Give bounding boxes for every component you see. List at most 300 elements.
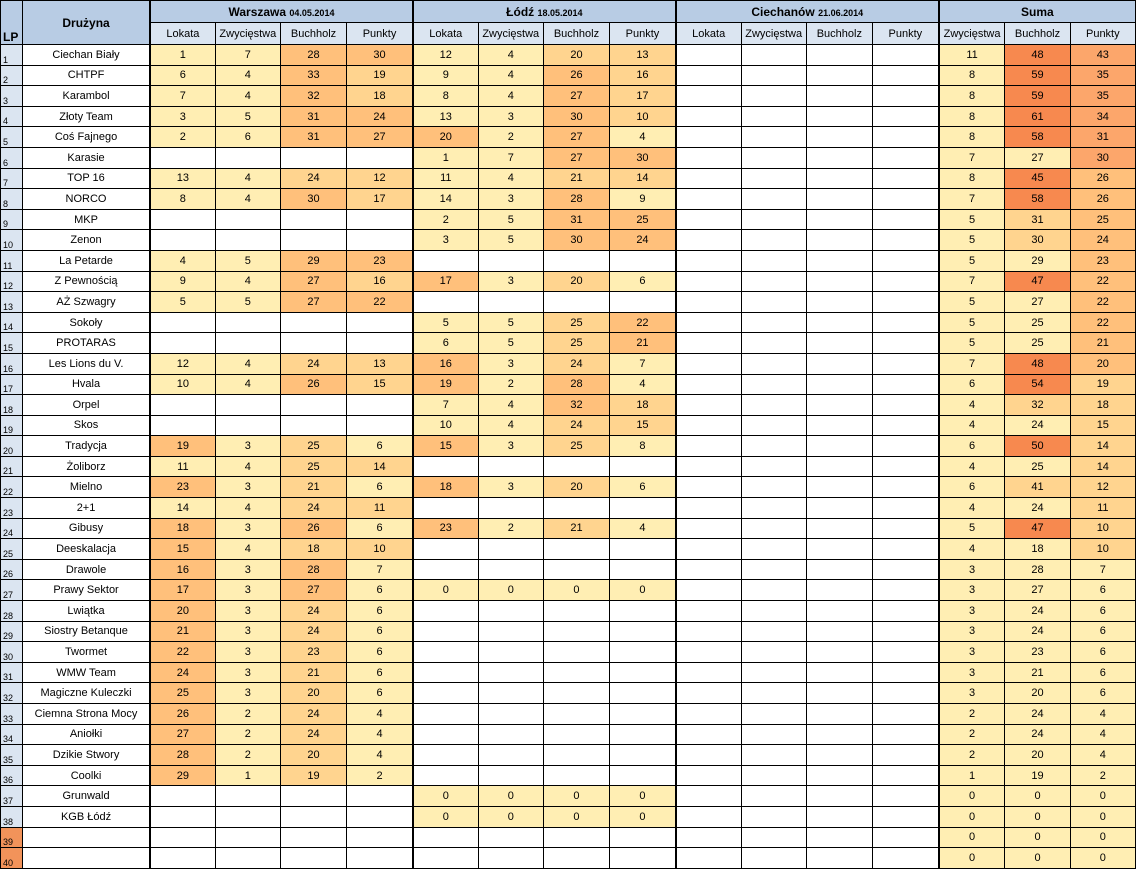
sum-zwyciestwa-cell: 0 xyxy=(939,786,1005,807)
ciechanow-zwyciestwa-cell xyxy=(741,765,806,786)
ciechanow-punkty-cell xyxy=(872,662,938,683)
team-name: PROTARAS xyxy=(23,333,150,354)
team-name: Tradycja xyxy=(23,436,150,457)
ciechanow-punkty-cell xyxy=(872,559,938,580)
sum-zwyciestwa-cell: 4 xyxy=(939,456,1005,477)
lodz-zwyciestwa-cell: 3 xyxy=(478,106,543,127)
lodz-lokata-cell: 19 xyxy=(413,374,478,395)
lodz-lokata-cell: 9 xyxy=(413,65,478,86)
lodz-zwyciestwa-cell: 3 xyxy=(478,271,543,292)
row-number: 8 xyxy=(1,189,23,210)
event-header-ciechanow xyxy=(676,1,939,23)
lodz-zwyciestwa-cell xyxy=(478,559,543,580)
lodz-lokata-cell xyxy=(413,601,478,622)
ciechanow-zwyciestwa-cell xyxy=(741,848,806,869)
lodz-lokata-cell: 0 xyxy=(413,580,478,601)
warszawa-lokata-cell xyxy=(150,147,215,168)
lodz-buchholz-cell xyxy=(543,456,609,477)
ciechanow-lokata-cell xyxy=(676,745,741,766)
sum-zwyciestwa-cell: 3 xyxy=(939,580,1005,601)
lodz-lokata-cell xyxy=(413,704,478,725)
table-row xyxy=(1,848,1136,869)
col-header: Lokata xyxy=(676,23,741,45)
ciechanow-zwyciestwa-cell xyxy=(741,374,806,395)
team-name: Coś Fajnego xyxy=(23,127,150,148)
warszawa-buchholz-cell: 27 xyxy=(280,580,346,601)
sum-zwyciestwa-cell: 4 xyxy=(939,395,1005,416)
ciechanow-buchholz-cell xyxy=(806,498,872,519)
warszawa-lokata-cell: 14 xyxy=(150,498,215,519)
sum-zwyciestwa-cell: 11 xyxy=(939,45,1005,66)
lodz-lokata-cell: 0 xyxy=(413,786,478,807)
warszawa-zwyciestwa-cell: 7 xyxy=(215,45,280,66)
sum-buchholz-cell: 31 xyxy=(1005,209,1070,230)
lodz-lokata-cell: 10 xyxy=(413,415,478,436)
ciechanow-lokata-cell xyxy=(676,580,741,601)
sum-buchholz-cell: 25 xyxy=(1005,312,1070,333)
ciechanow-zwyciestwa-cell xyxy=(741,168,806,189)
ciechanow-punkty-cell xyxy=(872,374,938,395)
lodz-zwyciestwa-cell: 0 xyxy=(478,580,543,601)
team-name: Złoty Team xyxy=(23,106,150,127)
lodz-lokata-cell: 11 xyxy=(413,168,478,189)
warszawa-zwyciestwa-cell: 4 xyxy=(215,374,280,395)
sum-zwyciestwa-cell: 5 xyxy=(939,209,1005,230)
warszawa-zwyciestwa-cell xyxy=(215,786,280,807)
lodz-punkty-cell xyxy=(610,456,676,477)
table-row xyxy=(1,786,1136,807)
ciechanow-punkty-cell xyxy=(872,621,938,642)
lodz-lokata-cell xyxy=(413,456,478,477)
warszawa-buchholz-cell: 24 xyxy=(280,621,346,642)
ciechanow-punkty-cell xyxy=(872,65,938,86)
col-header: Lokata xyxy=(150,23,215,45)
sum-buchholz-cell: 27 xyxy=(1005,147,1070,168)
sum-punkty-cell: 7 xyxy=(1070,559,1135,580)
warszawa-lokata-cell xyxy=(150,312,215,333)
warszawa-buchholz-cell xyxy=(280,333,346,354)
row-number: 36 xyxy=(1,765,23,786)
table-row xyxy=(1,456,1136,477)
lodz-zwyciestwa-cell: 5 xyxy=(478,230,543,251)
lodz-lokata-cell xyxy=(413,559,478,580)
ciechanow-lokata-cell xyxy=(676,621,741,642)
lodz-punkty-cell: 30 xyxy=(610,147,676,168)
sum-zwyciestwa-cell: 7 xyxy=(939,271,1005,292)
lodz-buchholz-cell: 32 xyxy=(543,395,609,416)
warszawa-lokata-cell xyxy=(150,415,215,436)
row-number: 30 xyxy=(1,642,23,663)
team-name: WMW Team xyxy=(23,662,150,683)
sum-buchholz-cell: 24 xyxy=(1005,621,1070,642)
ciechanow-lokata-cell xyxy=(676,848,741,869)
ciechanow-buchholz-cell xyxy=(806,601,872,622)
sum-punkty-cell: 6 xyxy=(1070,662,1135,683)
lodz-punkty-cell: 0 xyxy=(610,806,676,827)
warszawa-buchholz-cell: 20 xyxy=(280,745,346,766)
row-number: 15 xyxy=(1,333,23,354)
row-number: 1 xyxy=(1,45,23,66)
ciechanow-punkty-cell xyxy=(872,518,938,539)
warszawa-punkty-cell: 4 xyxy=(347,704,413,725)
warszawa-zwyciestwa-cell: 3 xyxy=(215,518,280,539)
sum-buchholz-cell: 48 xyxy=(1005,353,1070,374)
lodz-punkty-cell: 24 xyxy=(610,230,676,251)
warszawa-buchholz-cell xyxy=(280,209,346,230)
ciechanow-zwyciestwa-cell xyxy=(741,498,806,519)
team-name: AŻ Szwagry xyxy=(23,292,150,313)
sum-punkty-cell: 26 xyxy=(1070,168,1135,189)
warszawa-lokata-cell: 5 xyxy=(150,292,215,313)
lodz-buchholz-cell xyxy=(543,498,609,519)
sum-punkty-cell: 43 xyxy=(1070,45,1135,66)
team-name: Z Pewnością xyxy=(23,271,150,292)
ciechanow-punkty-cell xyxy=(872,539,938,560)
warszawa-buchholz-cell: 19 xyxy=(280,765,346,786)
sum-punkty-cell: 22 xyxy=(1070,312,1135,333)
lodz-punkty-cell xyxy=(610,642,676,663)
warszawa-punkty-cell: 23 xyxy=(347,250,413,271)
table-row xyxy=(1,209,1136,230)
sum-zwyciestwa-cell: 3 xyxy=(939,683,1005,704)
warszawa-lokata-cell: 22 xyxy=(150,642,215,663)
table-row xyxy=(1,539,1136,560)
warszawa-zwyciestwa-cell xyxy=(215,333,280,354)
lodz-buchholz-cell xyxy=(543,621,609,642)
ciechanow-lokata-cell xyxy=(676,374,741,395)
lodz-zwyciestwa-cell xyxy=(478,292,543,313)
ciechanow-lokata-cell xyxy=(676,250,741,271)
col-header: Lokata xyxy=(413,23,478,45)
lodz-zwyciestwa-cell: 5 xyxy=(478,209,543,230)
warszawa-zwyciestwa-cell: 4 xyxy=(215,498,280,519)
sum-zwyciestwa-cell: 7 xyxy=(939,353,1005,374)
warszawa-lokata-cell xyxy=(150,848,215,869)
warszawa-buchholz-cell: 21 xyxy=(280,477,346,498)
lodz-buchholz-cell xyxy=(543,559,609,580)
ciechanow-buchholz-cell xyxy=(806,559,872,580)
lodz-punkty-cell xyxy=(610,559,676,580)
ciechanow-zwyciestwa-cell xyxy=(741,333,806,354)
sum-buchholz-cell: 18 xyxy=(1005,539,1070,560)
warszawa-buchholz-cell xyxy=(280,312,346,333)
sum-punkty-cell: 4 xyxy=(1070,745,1135,766)
row-number: 34 xyxy=(1,724,23,745)
lodz-zwyciestwa-cell xyxy=(478,539,543,560)
ciechanow-zwyciestwa-cell xyxy=(741,189,806,210)
lodz-lokata-cell xyxy=(413,827,478,848)
warszawa-punkty-cell: 24 xyxy=(347,106,413,127)
ciechanow-punkty-cell xyxy=(872,395,938,416)
lodz-lokata-cell xyxy=(413,848,478,869)
ciechanow-buchholz-cell xyxy=(806,436,872,457)
sum-buchholz-cell: 23 xyxy=(1005,642,1070,663)
warszawa-punkty-cell: 7 xyxy=(347,559,413,580)
sum-punkty-cell: 30 xyxy=(1070,147,1135,168)
sum-zwyciestwa-cell: 0 xyxy=(939,827,1005,848)
warszawa-punkty-cell: 30 xyxy=(347,45,413,66)
lodz-buchholz-cell xyxy=(543,683,609,704)
sum-buchholz-cell: 0 xyxy=(1005,806,1070,827)
warszawa-zwyciestwa-cell xyxy=(215,415,280,436)
warszawa-punkty-cell: 19 xyxy=(347,65,413,86)
col-header: Punkty xyxy=(1070,23,1135,45)
ciechanow-buchholz-cell xyxy=(806,415,872,436)
ciechanow-zwyciestwa-cell xyxy=(741,745,806,766)
lodz-punkty-cell: 16 xyxy=(610,65,676,86)
warszawa-punkty-cell xyxy=(347,848,413,869)
lodz-buchholz-cell xyxy=(543,642,609,663)
sum-punkty-cell: 10 xyxy=(1070,518,1135,539)
lodz-zwyciestwa-cell: 4 xyxy=(478,65,543,86)
warszawa-zwyciestwa-cell: 2 xyxy=(215,745,280,766)
row-number: 25 xyxy=(1,539,23,560)
lodz-punkty-cell xyxy=(610,601,676,622)
ciechanow-zwyciestwa-cell xyxy=(741,147,806,168)
warszawa-zwyciestwa-cell xyxy=(215,209,280,230)
warszawa-lokata-cell xyxy=(150,209,215,230)
ciechanow-lokata-cell xyxy=(676,147,741,168)
lodz-buchholz-cell: 21 xyxy=(543,168,609,189)
table-row xyxy=(1,250,1136,271)
warszawa-lokata-cell: 21 xyxy=(150,621,215,642)
warszawa-buchholz-cell xyxy=(280,786,346,807)
warszawa-lokata-cell: 17 xyxy=(150,580,215,601)
lodz-buchholz-cell: 27 xyxy=(543,147,609,168)
warszawa-zwyciestwa-cell: 3 xyxy=(215,621,280,642)
row-number: 9 xyxy=(1,209,23,230)
team-name: Coolki xyxy=(23,765,150,786)
warszawa-zwyciestwa-cell: 4 xyxy=(215,189,280,210)
lodz-lokata-cell xyxy=(413,683,478,704)
lodz-lokata-cell: 7 xyxy=(413,395,478,416)
team-name: CHTPF xyxy=(23,65,150,86)
warszawa-lokata-cell xyxy=(150,786,215,807)
warszawa-zwyciestwa-cell: 5 xyxy=(215,106,280,127)
ciechanow-zwyciestwa-cell xyxy=(741,518,806,539)
ciechanow-zwyciestwa-cell xyxy=(741,65,806,86)
col-header: Punkty xyxy=(347,23,413,45)
ciechanow-punkty-cell xyxy=(872,127,938,148)
lodz-punkty-cell: 14 xyxy=(610,168,676,189)
ciechanow-lokata-cell xyxy=(676,271,741,292)
row-number: 26 xyxy=(1,559,23,580)
lodz-punkty-cell: 4 xyxy=(610,518,676,539)
warszawa-zwyciestwa-cell: 4 xyxy=(215,353,280,374)
sum-buchholz-cell: 59 xyxy=(1005,86,1070,107)
lodz-punkty-cell xyxy=(610,662,676,683)
lodz-punkty-cell xyxy=(610,745,676,766)
lodz-lokata-cell: 17 xyxy=(413,271,478,292)
lodz-lokata-cell: 23 xyxy=(413,518,478,539)
warszawa-buchholz-cell: 24 xyxy=(280,498,346,519)
ciechanow-punkty-cell xyxy=(872,209,938,230)
table-body xyxy=(1,45,1136,869)
team-name: Deeskalacja xyxy=(23,539,150,560)
warszawa-lokata-cell: 12 xyxy=(150,353,215,374)
ciechanow-punkty-cell xyxy=(872,436,938,457)
sum-zwyciestwa-cell: 7 xyxy=(939,147,1005,168)
lodz-zwyciestwa-cell xyxy=(478,848,543,869)
sum-buchholz-cell: 24 xyxy=(1005,724,1070,745)
ciechanow-zwyciestwa-cell xyxy=(741,662,806,683)
lodz-punkty-cell: 18 xyxy=(610,395,676,416)
row-number: 22 xyxy=(1,477,23,498)
ciechanow-lokata-cell xyxy=(676,683,741,704)
sum-buchholz-cell: 27 xyxy=(1005,580,1070,601)
team-name: TOP 16 xyxy=(23,168,150,189)
ciechanow-buchholz-cell xyxy=(806,230,872,251)
table-row xyxy=(1,683,1136,704)
lodz-zwyciestwa-cell xyxy=(478,601,543,622)
ciechanow-zwyciestwa-cell xyxy=(741,271,806,292)
lodz-zwyciestwa-cell xyxy=(478,498,543,519)
team-name: MKP xyxy=(23,209,150,230)
ciechanow-punkty-cell xyxy=(872,477,938,498)
warszawa-punkty-cell: 2 xyxy=(347,765,413,786)
sum-buchholz-cell: 24 xyxy=(1005,601,1070,622)
warszawa-zwyciestwa-cell xyxy=(215,147,280,168)
sum-punkty-cell: 24 xyxy=(1070,230,1135,251)
sum-buchholz-cell: 20 xyxy=(1005,683,1070,704)
lodz-lokata-cell: 0 xyxy=(413,806,478,827)
lodz-zwyciestwa-cell: 2 xyxy=(478,127,543,148)
table-row xyxy=(1,189,1136,210)
ciechanow-lokata-cell xyxy=(676,65,741,86)
sum-punkty-cell: 6 xyxy=(1070,621,1135,642)
ciechanow-buchholz-cell xyxy=(806,456,872,477)
ciechanow-buchholz-cell xyxy=(806,106,872,127)
sum-buchholz-cell: 50 xyxy=(1005,436,1070,457)
col-header: Punkty xyxy=(872,23,938,45)
sum-buchholz-cell: 20 xyxy=(1005,745,1070,766)
row-number: 16 xyxy=(1,353,23,374)
ciechanow-punkty-cell xyxy=(872,724,938,745)
warszawa-buchholz-cell xyxy=(280,415,346,436)
ciechanow-lokata-cell xyxy=(676,786,741,807)
lodz-buchholz-cell xyxy=(543,539,609,560)
event-header-lodz xyxy=(413,1,676,23)
table-row xyxy=(1,292,1136,313)
warszawa-lokata-cell xyxy=(150,333,215,354)
warszawa-buchholz-cell: 31 xyxy=(280,127,346,148)
lodz-zwyciestwa-cell: 5 xyxy=(478,312,543,333)
lodz-buchholz-cell xyxy=(543,745,609,766)
table-row xyxy=(1,86,1136,107)
warszawa-buchholz-cell xyxy=(280,230,346,251)
team-name: Karasie xyxy=(23,147,150,168)
warszawa-zwyciestwa-cell: 4 xyxy=(215,456,280,477)
lodz-punkty-cell xyxy=(610,848,676,869)
sum-punkty-cell: 0 xyxy=(1070,786,1135,807)
sum-buchholz-cell: 48 xyxy=(1005,45,1070,66)
sum-punkty-cell: 0 xyxy=(1070,848,1135,869)
ciechanow-punkty-cell xyxy=(872,271,938,292)
lodz-buchholz-cell: 28 xyxy=(543,374,609,395)
ciechanow-punkty-cell xyxy=(872,848,938,869)
warszawa-buchholz-cell: 25 xyxy=(280,456,346,477)
warszawa-punkty-cell: 6 xyxy=(347,621,413,642)
lodz-punkty-cell xyxy=(610,621,676,642)
ciechanow-zwyciestwa-cell xyxy=(741,601,806,622)
warszawa-zwyciestwa-cell xyxy=(215,848,280,869)
ciechanow-buchholz-cell xyxy=(806,45,872,66)
lodz-lokata-cell: 15 xyxy=(413,436,478,457)
sum-punkty-cell: 4 xyxy=(1070,704,1135,725)
lodz-punkty-cell xyxy=(610,250,676,271)
sum-zwyciestwa-cell: 8 xyxy=(939,65,1005,86)
sum-zwyciestwa-cell: 4 xyxy=(939,498,1005,519)
lodz-lokata-cell xyxy=(413,250,478,271)
sum-punkty-cell: 11 xyxy=(1070,498,1135,519)
ciechanow-punkty-cell xyxy=(872,147,938,168)
table-row xyxy=(1,374,1136,395)
ciechanow-zwyciestwa-cell xyxy=(741,806,806,827)
ciechanow-punkty-cell xyxy=(872,498,938,519)
lodz-zwyciestwa-cell: 0 xyxy=(478,806,543,827)
ciechanow-buchholz-cell xyxy=(806,147,872,168)
ciechanow-lokata-cell xyxy=(676,292,741,313)
lodz-zwyciestwa-cell xyxy=(478,621,543,642)
sum-buchholz-cell: 32 xyxy=(1005,395,1070,416)
lodz-punkty-cell: 13 xyxy=(610,45,676,66)
team-name: 2+1 xyxy=(23,498,150,519)
lodz-zwyciestwa-cell xyxy=(478,662,543,683)
event-name: Warszawa xyxy=(228,4,287,19)
sum-punkty-cell: 31 xyxy=(1070,127,1135,148)
warszawa-punkty-cell: 6 xyxy=(347,642,413,663)
team-name xyxy=(23,827,150,848)
ciechanow-lokata-cell xyxy=(676,806,741,827)
lodz-punkty-cell: 21 xyxy=(610,333,676,354)
sum-zwyciestwa-cell: 0 xyxy=(939,848,1005,869)
warszawa-punkty-cell: 6 xyxy=(347,580,413,601)
ciechanow-buchholz-cell xyxy=(806,127,872,148)
sum-zwyciestwa-cell: 4 xyxy=(939,539,1005,560)
lodz-buchholz-cell: 27 xyxy=(543,86,609,107)
ciechanow-lokata-cell xyxy=(676,662,741,683)
sum-zwyciestwa-cell: 5 xyxy=(939,250,1005,271)
warszawa-buchholz-cell: 24 xyxy=(280,704,346,725)
row-number: 28 xyxy=(1,601,23,622)
table-row xyxy=(1,704,1136,725)
lodz-zwyciestwa-cell: 4 xyxy=(478,168,543,189)
ciechanow-lokata-cell xyxy=(676,415,741,436)
warszawa-punkty-cell xyxy=(347,147,413,168)
lodz-punkty-cell xyxy=(610,683,676,704)
sum-punkty-cell: 0 xyxy=(1070,827,1135,848)
sum-zwyciestwa-cell: 8 xyxy=(939,127,1005,148)
lodz-buchholz-cell: 30 xyxy=(543,106,609,127)
table-row xyxy=(1,415,1136,436)
team-name: Magiczne Kuleczki xyxy=(23,683,150,704)
team-name: Twormet xyxy=(23,642,150,663)
ciechanow-buchholz-cell xyxy=(806,333,872,354)
lodz-zwyciestwa-cell: 4 xyxy=(478,415,543,436)
ciechanow-zwyciestwa-cell xyxy=(741,477,806,498)
lodz-lokata-cell xyxy=(413,765,478,786)
table-row xyxy=(1,127,1136,148)
sum-buchholz-cell: 45 xyxy=(1005,168,1070,189)
lodz-buchholz-cell: 20 xyxy=(543,45,609,66)
row-number: 37 xyxy=(1,786,23,807)
lodz-lokata-cell: 5 xyxy=(413,312,478,333)
row-number: 14 xyxy=(1,312,23,333)
sum-punkty-cell: 21 xyxy=(1070,333,1135,354)
ciechanow-lokata-cell xyxy=(676,209,741,230)
lodz-buchholz-cell: 25 xyxy=(543,312,609,333)
sum-zwyciestwa-cell: 2 xyxy=(939,745,1005,766)
